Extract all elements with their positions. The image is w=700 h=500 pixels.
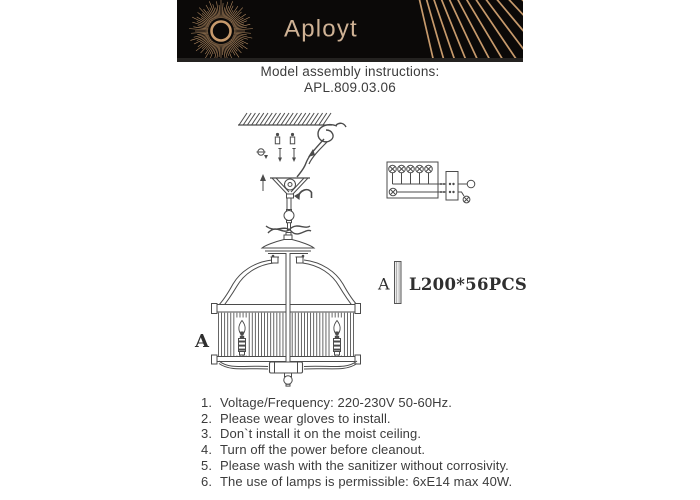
instruction-item: 2. Please wear gloves to install. xyxy=(201,410,391,426)
supply-wire xyxy=(297,123,346,177)
legend-part-spec: L200*56PCS xyxy=(409,275,528,294)
page-title: Model assembly instructions: xyxy=(260,64,440,79)
candle-bulb-right xyxy=(331,318,344,356)
mounting-hardware-icons xyxy=(257,133,297,162)
instruction-item: 3. Don`t install it on the moist ceiling. xyxy=(201,426,422,442)
wiring-schematic xyxy=(387,162,475,203)
candle-bulb-left xyxy=(236,318,249,356)
mounting-bracket xyxy=(260,174,312,230)
legend-part-letter: A xyxy=(378,274,390,294)
instruction-item: 6. The use of lamps is permissible: 6xE14 max 40W. xyxy=(201,473,513,489)
part-legend xyxy=(377,262,527,304)
bottom-frame xyxy=(219,361,357,386)
center-stem xyxy=(286,253,290,363)
brand-wordmark: Aployt xyxy=(284,15,358,43)
model-number: APL.809.03.06 xyxy=(304,79,396,95)
instruction-list xyxy=(201,395,512,489)
ceiling-hatch xyxy=(238,113,332,125)
instruction-item: 4. Turn off the power before cleanout. xyxy=(201,442,426,458)
instruction-item: 1. Voltage/Frequency: 220-230V 50-60Hz. xyxy=(201,395,452,410)
instruction-item: 5. Please wash with the sanitizer without corrosivity. xyxy=(201,457,509,473)
drum-part-label: A xyxy=(195,331,209,352)
